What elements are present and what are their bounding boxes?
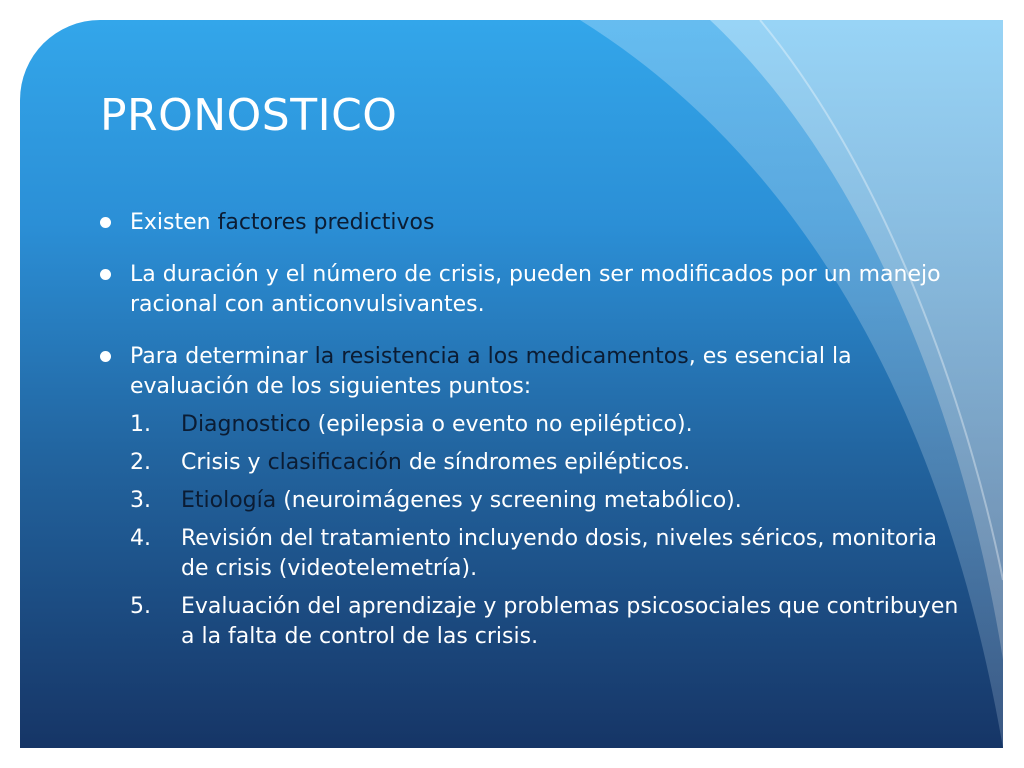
numbered-item — [130, 592, 960, 652]
item-highlight: Etiología — [181, 488, 277, 513]
slide — [20, 20, 1003, 748]
item-number: 4. — [130, 526, 151, 551]
bullet-item — [100, 342, 960, 652]
bullet-text: Existen — [130, 210, 218, 235]
item-highlight: clasificación — [267, 450, 402, 475]
item-text-continued: de síndromes epilépticos. — [401, 450, 691, 475]
bullet-text-continued: , es esencial la evaluación de los siguientes puntos: — [130, 344, 852, 399]
slide-title: PRONOSTICO — [100, 90, 398, 141]
item-highlight: Diagnostico — [181, 412, 311, 437]
numbered-item — [130, 448, 960, 478]
bullet-text: La duración y el número de crisis, pueden ser modificados por un manejo racional con anticonvulsivantes. — [130, 262, 941, 317]
numbered-item — [130, 486, 960, 516]
item-number: 5. — [130, 594, 151, 619]
numbered-item — [130, 524, 960, 584]
bullet-text: Para determinar — [130, 344, 315, 369]
numbered-item — [130, 410, 960, 440]
item-number: 1. — [130, 412, 151, 437]
item-text: Evaluación del aprendizaje y problemas psicosociales que contribuyen a la falta de control de las crisis. — [181, 594, 959, 649]
slide-content — [100, 208, 960, 674]
item-text: Revisión del tratamiento incluyendo dosis, niveles séricos, monitoria de crisis (videotelemetría). — [181, 526, 938, 581]
item-text: Crisis y — [181, 450, 268, 475]
item-text: (epilepsia o evento no epiléptico). — [310, 412, 693, 437]
bullet-highlight: factores predictivos — [217, 210, 435, 235]
item-text: (neuroimágenes y screening metabólico). — [276, 488, 742, 513]
bullet-highlight: la resistencia a los medicamentos — [314, 344, 689, 369]
bullet-item — [100, 208, 960, 238]
numbered-list — [130, 410, 960, 652]
item-number: 2. — [130, 450, 151, 475]
bullet-item — [100, 260, 960, 320]
bullet-list — [100, 208, 960, 652]
item-number: 3. — [130, 488, 151, 513]
